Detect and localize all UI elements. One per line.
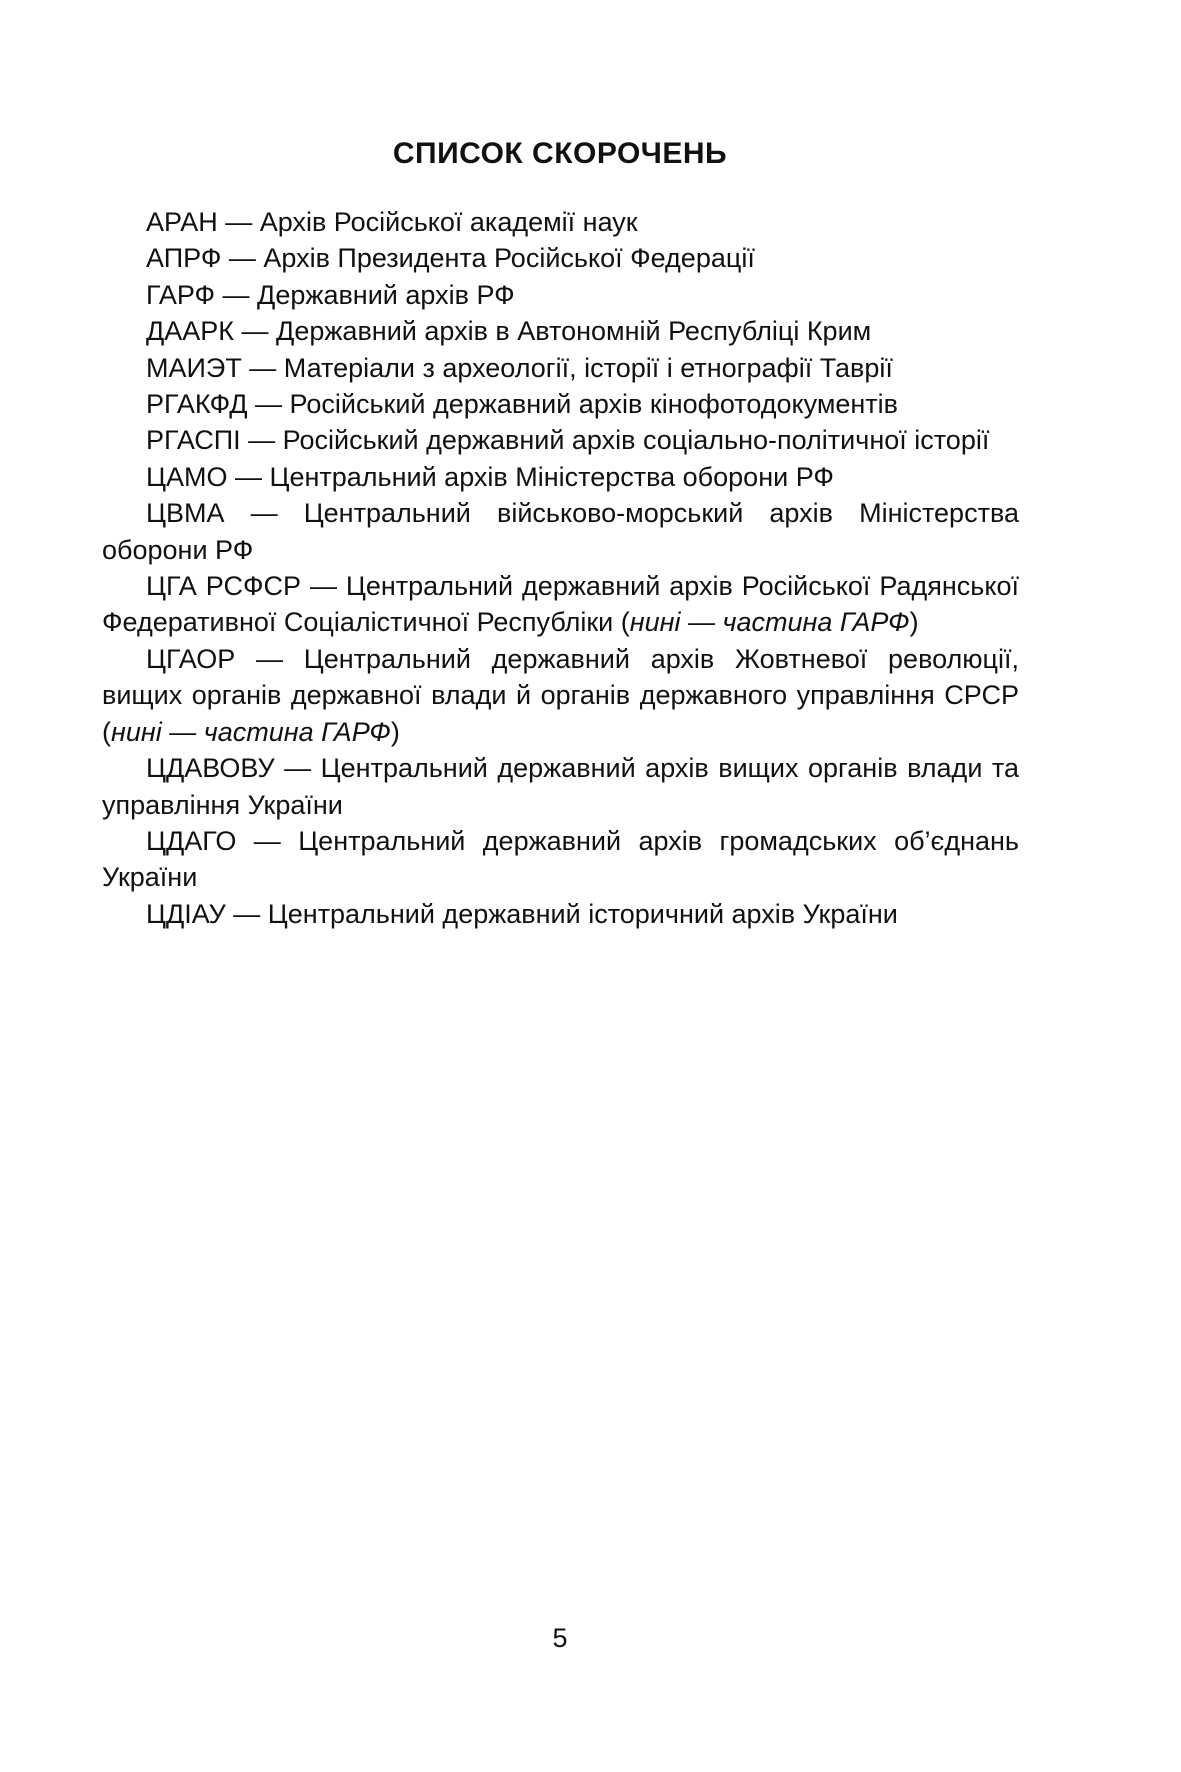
entry-text: РГАСПІ — Російський державний архів соціально-політичної історії	[146, 425, 990, 456]
entry-text: АРАН — Архів Російської академії наук	[146, 207, 638, 237]
abbreviation-entry	[102, 568, 1019, 641]
entry-text: ЦВМА — Центральний військово-морський архів Міністерства оборони РФ	[102, 498, 1019, 565]
entry-text: МАИЭТ — Матеріали з археології, історії і етнографії Таврії	[146, 352, 893, 383]
abbreviation-entry	[102, 386, 1019, 422]
entry-closing: )	[390, 716, 400, 747]
entry-text: ГАРФ — Державний архів РФ	[146, 279, 515, 310]
entry-text: АПРФ — Архів Президента Російської Федерації	[146, 243, 755, 274]
entry-closing: )	[909, 607, 919, 638]
entry-text: ЦГАОР — Центральний державний архів Жовтневої революції, вищих органів державної влади й органів державного управління СРСР (	[102, 643, 1019, 747]
abbreviation-entry	[102, 896, 1019, 932]
page-number: 5	[552, 1623, 568, 1653]
abbreviation-entry	[102, 750, 1019, 823]
abbreviation-list	[102, 204, 1019, 932]
page-title: СПИСОК СКОРОЧЕНЬ	[392, 137, 728, 170]
abbreviation-entry	[102, 313, 1019, 349]
abbreviation-entry	[102, 204, 1019, 240]
entry-text: ЦДІАУ — Центральний державний історичний архів України	[146, 898, 898, 929]
abbreviation-entry	[102, 240, 1019, 276]
abbreviation-entry	[102, 459, 1019, 495]
entry-text: ЦАМО — Центральний архів Міністерства оборони РФ	[146, 461, 834, 492]
abbreviation-entry	[102, 422, 1019, 458]
abbreviation-entry	[102, 823, 1019, 896]
entry-note: нині — частина ГАРФ	[111, 716, 391, 747]
entry-text: РГАКФД — Російський державний архів кінофотодокументів	[146, 389, 899, 420]
entry-text: ЦГА РСФСР — Центральний державний архів Російської Радянської Федеративної Соціалістичної Республіки (	[102, 571, 1019, 638]
abbreviation-entry	[102, 350, 1019, 386]
entry-text: ЦДАВОВУ — Центральний державний архів вищих органів влади та управління України	[102, 753, 1019, 820]
abbreviation-entry	[102, 495, 1019, 568]
abbreviation-entry	[102, 277, 1019, 313]
entry-text: ЦДАГО — Центральний державний архів громадських об’єднань України	[102, 825, 1019, 893]
entry-text: ДААРК — Державний архів в Автономній Республіці Крим	[146, 316, 872, 347]
abbreviation-entry	[102, 641, 1019, 750]
entry-note: нині — частина ГАРФ	[629, 607, 910, 638]
